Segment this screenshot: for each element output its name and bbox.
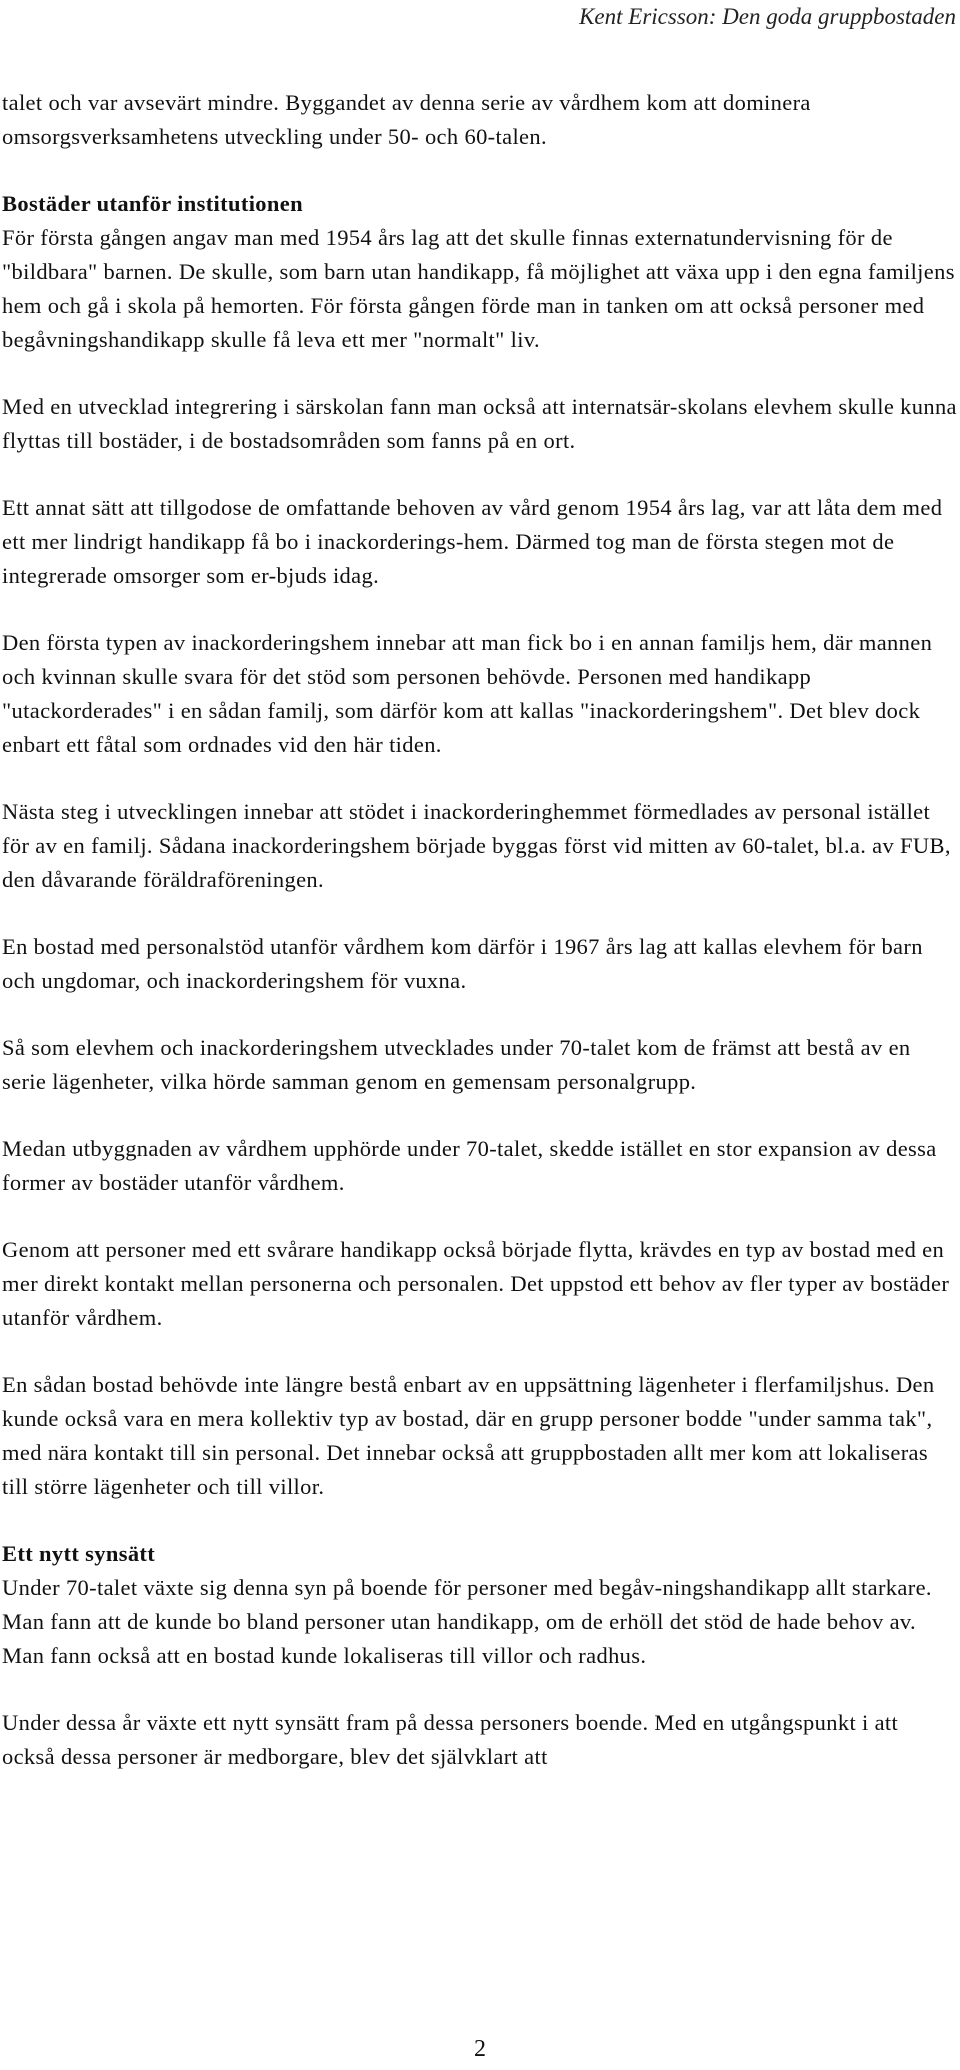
paragraph-11: En sådan bostad behövde inte längre bestå enbart av en uppsättning lägenheter i flerfamiljshus. Den kunde också vara en mera kollektiv typ av bostad, där en grupp personer bodde "under samma tak", med nära kontakt till sin personal. Det innebar också att gruppbostaden allt mer kom att lokaliseras till större lägenheter och till villor. [2, 1372, 935, 1499]
paragraph-7: En bostad med personalstöd utanför vårdhem kom därför i 1967 års lag att kallas elevhem för barn och ungdomar, och inackorderingshem för vuxna. [2, 934, 923, 993]
paragraph-6: Nästa steg i utvecklingen innebar att stödet i inackorderinghemmet förmedlades av personal istället för av en familj. Sådana inackorderingshem började byggas först vid mitten av 60-talet, bl.a. av FUB, den dåvarande föräldraföreningen. [2, 799, 951, 892]
paragraph-1: talet och var avsevärt mindre. Byggandet av denna serie av vårdhem kom att dominera omsorgsverksamhetens utveckling under 50- och 60-talen. [2, 90, 811, 149]
paragraph-2: För första gången angav man med 1954 års lag att det skulle finnas externatundervisning för de "bildbara" barnen. De skulle, som barn utan handikapp, få möjlighet att växa upp i den egna familjens hem och gå i skola på hemorten. För första gången förde man in tanken om att också personer med begåvningshandikapp skulle få leva ett mer "normalt" liv. [2, 225, 955, 352]
page-number: 2 [474, 2036, 486, 2062]
section-heading: Ett nytt synsätt [2, 1541, 156, 1566]
paragraph-3: Med en utvecklad integrering i särskolan fann man också att internatsär-skolans elevhem skulle kunna flyttas till bostäder, i de bostadsområden som fanns på en ort. [2, 394, 957, 453]
running-title: Kent Ericsson: Den goda gruppbostaden [579, 4, 956, 29]
paragraph-13: Under dessa år växte ett nytt synsätt fram på dessa personers boende. Med en utgångspunkt i att också dessa personer är medborgare, blev det självklart att [2, 1710, 899, 1769]
paragraph-9: Medan utbyggnaden av vårdhem upphörde under 70-talet, skedde istället en stor expansion av dessa former av bostäder utanför vårdhem. [2, 1136, 937, 1195]
section-ett-nytt-synsatt [2, 1537, 957, 1673]
paragraph-4: Ett annat sätt att tillgodose de omfattande behoven av vård genom 1954 års lag, var att låta dem med ett mer lindrigt handikapp få bo i inackorderings-hem. Därmed tog man de första stegen mot de integrerade omsorger som er-bjuds idag. [2, 495, 943, 588]
paragraph-12: Under 70-talet växte sig denna syn på boende för personer med begåv-ningshandikapp allt starkare. Man fann att de kunde bo bland personer utan handikapp, om de erhöll det stöd de hade behov av. Man fann också att en bostad kunde lokaliseras till villor och radhus. [2, 1575, 932, 1668]
paragraph-10: Genom att personer med ett svårare handikapp också började flytta, krävdes en typ av bostad med en mer direkt kontakt mellan personerna och personalen. Det uppstod ett behov av fler typer av bostäder utanför vårdhem. [2, 1237, 950, 1330]
section-heading: Bostäder utanför institutionen [2, 191, 303, 216]
paragraph-8: Så som elevhem och inackorderingshem utvecklades under 70-talet kom de främst att bestå av en serie lägenheter, vilka hörde samman genom en gemensam personalgrupp. [2, 1035, 911, 1094]
section-bostader-utanfor-institutionen [2, 187, 957, 357]
paragraph-5: Den första typen av inackorderingshem innebar att man fick bo i en annan familjs hem, där mannen och kvinnan skulle svara för det stöd som personen behövde. Personen med handikapp "utackorderades" i en sådan familj, som därför kom att kallas "inackorderingshem". Det blev dock enbart ett fåtal som ordnades vid den här tiden. [2, 630, 933, 757]
document-body [2, 86, 957, 1807]
